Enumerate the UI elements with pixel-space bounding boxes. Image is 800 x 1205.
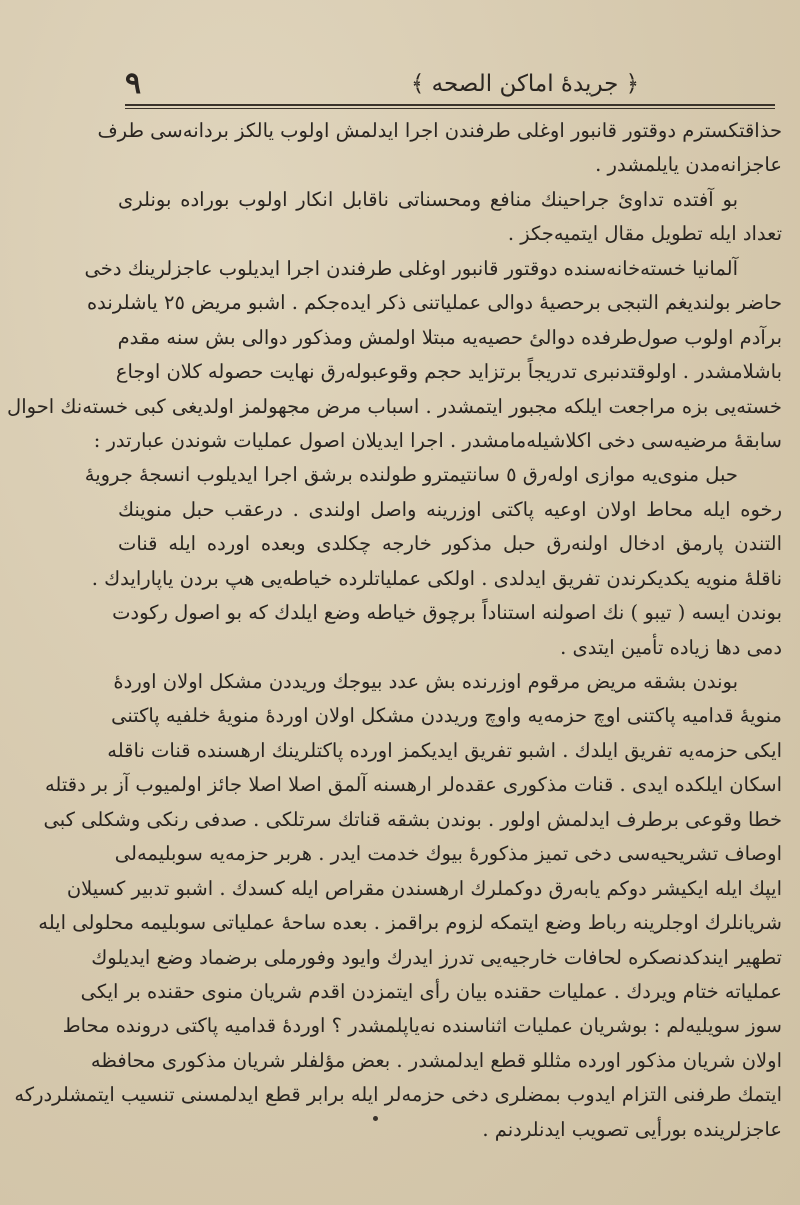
text-line: اوصاف تشريحيه‌سی دخی تميز مذكورهٔ بيوك خدمت ايدر . هربر حزمه‌يه سوبليمه‌لی [114,842,782,866]
text-line: ايپك ايله ايكيشر دوكم يابه‌رق دوكملرك ارهسندن مقراص ايله كسدك . اشبو تدبير كسيلان [66,876,782,900]
page-number: ٩ [125,66,142,101]
text-line: دمی دها زياده تأمين ايتدی . [560,635,782,659]
text-line: عاجزانه‌مدن يايلمشدر . [595,153,782,177]
text-line: سوز سويليه‌لم : بوشريان عمليات اثناسنده نه‌ياپلمشدر ؟ اوردهٔ قداميه پاكتی درونده محاط [62,1014,782,1038]
text-line: سابقهٔ مرضيه‌سی دخی اكلاشيله‌مامشدر . اجرا ايديلان اصول عمليات شوندن عبارتدر : [93,428,782,452]
text-line: عملياته ختام ويردك . عمليات حقنده بيان رأی ايتمزدن اقدم شريان منوی حقنده بر ايكی [80,979,782,1003]
text-line: بو آفتده تداوئ جراحينك منافع ومحسناتی ناقابل انكار اولوب بوراده بونلری [118,187,738,211]
header-rule-thick [125,104,775,106]
text-line: اسكان ايلكده ايدی . قنات مذكوری عقده‌لر ارهسنه آلمق اصلا اصلا جائز اولميوب آز بر دقتله [44,773,782,797]
body-text [7,114,782,1147]
text-line: ايكی حزمه‌يه تفريق ايلدك . اشبو تفريق ايديكمز اورده پاكتلرينك ارهسنده قنات ناقله [107,738,782,762]
text-line: منويهٔ قداميه پاكتنی اوچ حزمه‌يه واوچ وريددن مشكل اولان اوردهٔ منويهٔ خلفيه پاكتنی [111,704,782,728]
text-line: تطهير ايندكدنصكره لحافات خارجيه‌يی تدرز ايدرك وايود وفورملی برضماد وضع ايديلوك [91,945,782,969]
text-line: اولان شريان مذكور اورده مثللو قطع ايدلمشدر . بعض مؤلفلر شريان مذكوری محافظه [90,1048,782,1072]
text-line: خسته‌يی بزه مراجعت ايلكه مجبور ايتمشدر . اسباب مرض مجهولمز اولديغی كبی خسته‌نك احوال [7,394,782,418]
header-rule-thin [125,108,775,109]
text-line: ايتمك طرفنی التزام ايدوب بمضلری دخی حزمه‌لر ايله برابر قطع ايدلمسنی تنسيب ايتمشلردركه [14,1083,782,1107]
text-line: حاضر بولنديغم التبجی برحصيهٔ دوالی عملياتنی ذكر ايده‌جكم . اشبو مريض ٢٥ ياشلرنده [86,291,782,315]
text-line: حذاقتكسترم دوقتور قانبور اوغلی طرفندن اجرا ايدلمش اولوب يالكز بردانه‌سی طرف [97,119,782,142]
text-line: حبل منوی‌يه موازی اوله‌رق ٥ سانتيمترو طولنده برشق اجرا ايديلوب انسجهٔ جرويهٔ [84,463,738,487]
page-header [125,64,775,104]
text-line: خطا وقوعی برطرف ايدلمش اولور . بوندن بشقه قناتك سرتلكی . صدفی رنكی وشكلی كبی [43,807,782,831]
ink-dot-mark [373,1116,378,1121]
text-line: رخوه ايله محاط اولان اوعيه پاكتی اوزرينه واصل اولندی . درعقب حبل منوينك [118,497,782,521]
text-line: شريانلرك اوجلرينه رباط وضع ايتمكه لزوم براقمز . بعده ساحهٔ عملياتی سوبليمه محلولی ايله [38,911,782,935]
text-line: التندن پارمق ادخال اولنه‌رق حبل مذكور خارجه چكلدی وبعده اورده ايله قنات [118,532,782,556]
text-line: آلمانيا خسته‌خانه‌سنده دوقتور قانبور اوغلی طرفندن اجرا ايديلوب عاجزلرينك دخی [84,256,738,280]
text-line: ناقلهٔ منويه يكديكرندن تفريق ايدلدی . اولكی عملياتلرده خياطه‌يی هپ بردن ياپارايدك . [91,566,782,590]
journal-title: ﴿ جريدهٔ اماكن الصحه ﴾ [410,71,640,97]
text-line: باشلامشدر . اولوقتدنبری تدريجاً برتزايد حجم وقوعبوله‌رق نهايت حصوله كلان اوجاع [115,360,782,384]
text-line: بوندن بشقه مريض مرقوم اوزرنده بش عدد بيوجك وريددن مشكل اولان اوردهٔ [113,670,738,693]
text-line: برآدم اولوب صول‌طرفده دوالئ حصيه‌يه مبتلا اولمش ومذكور دوالی بش سنه مقدم [117,325,782,349]
text-line: عاجزلرينده بورأيی تصويب ايدنلردنم . [482,1117,782,1141]
text-line: تعداد ايله تطويل مقال ايتميه‌جكز . [507,222,782,246]
text-line: بوندن ايسه ( تيبو ) نك اصولنه استناداً برچوق خياطه وضع ايلدك كه بو اصول ركودت [112,601,782,625]
